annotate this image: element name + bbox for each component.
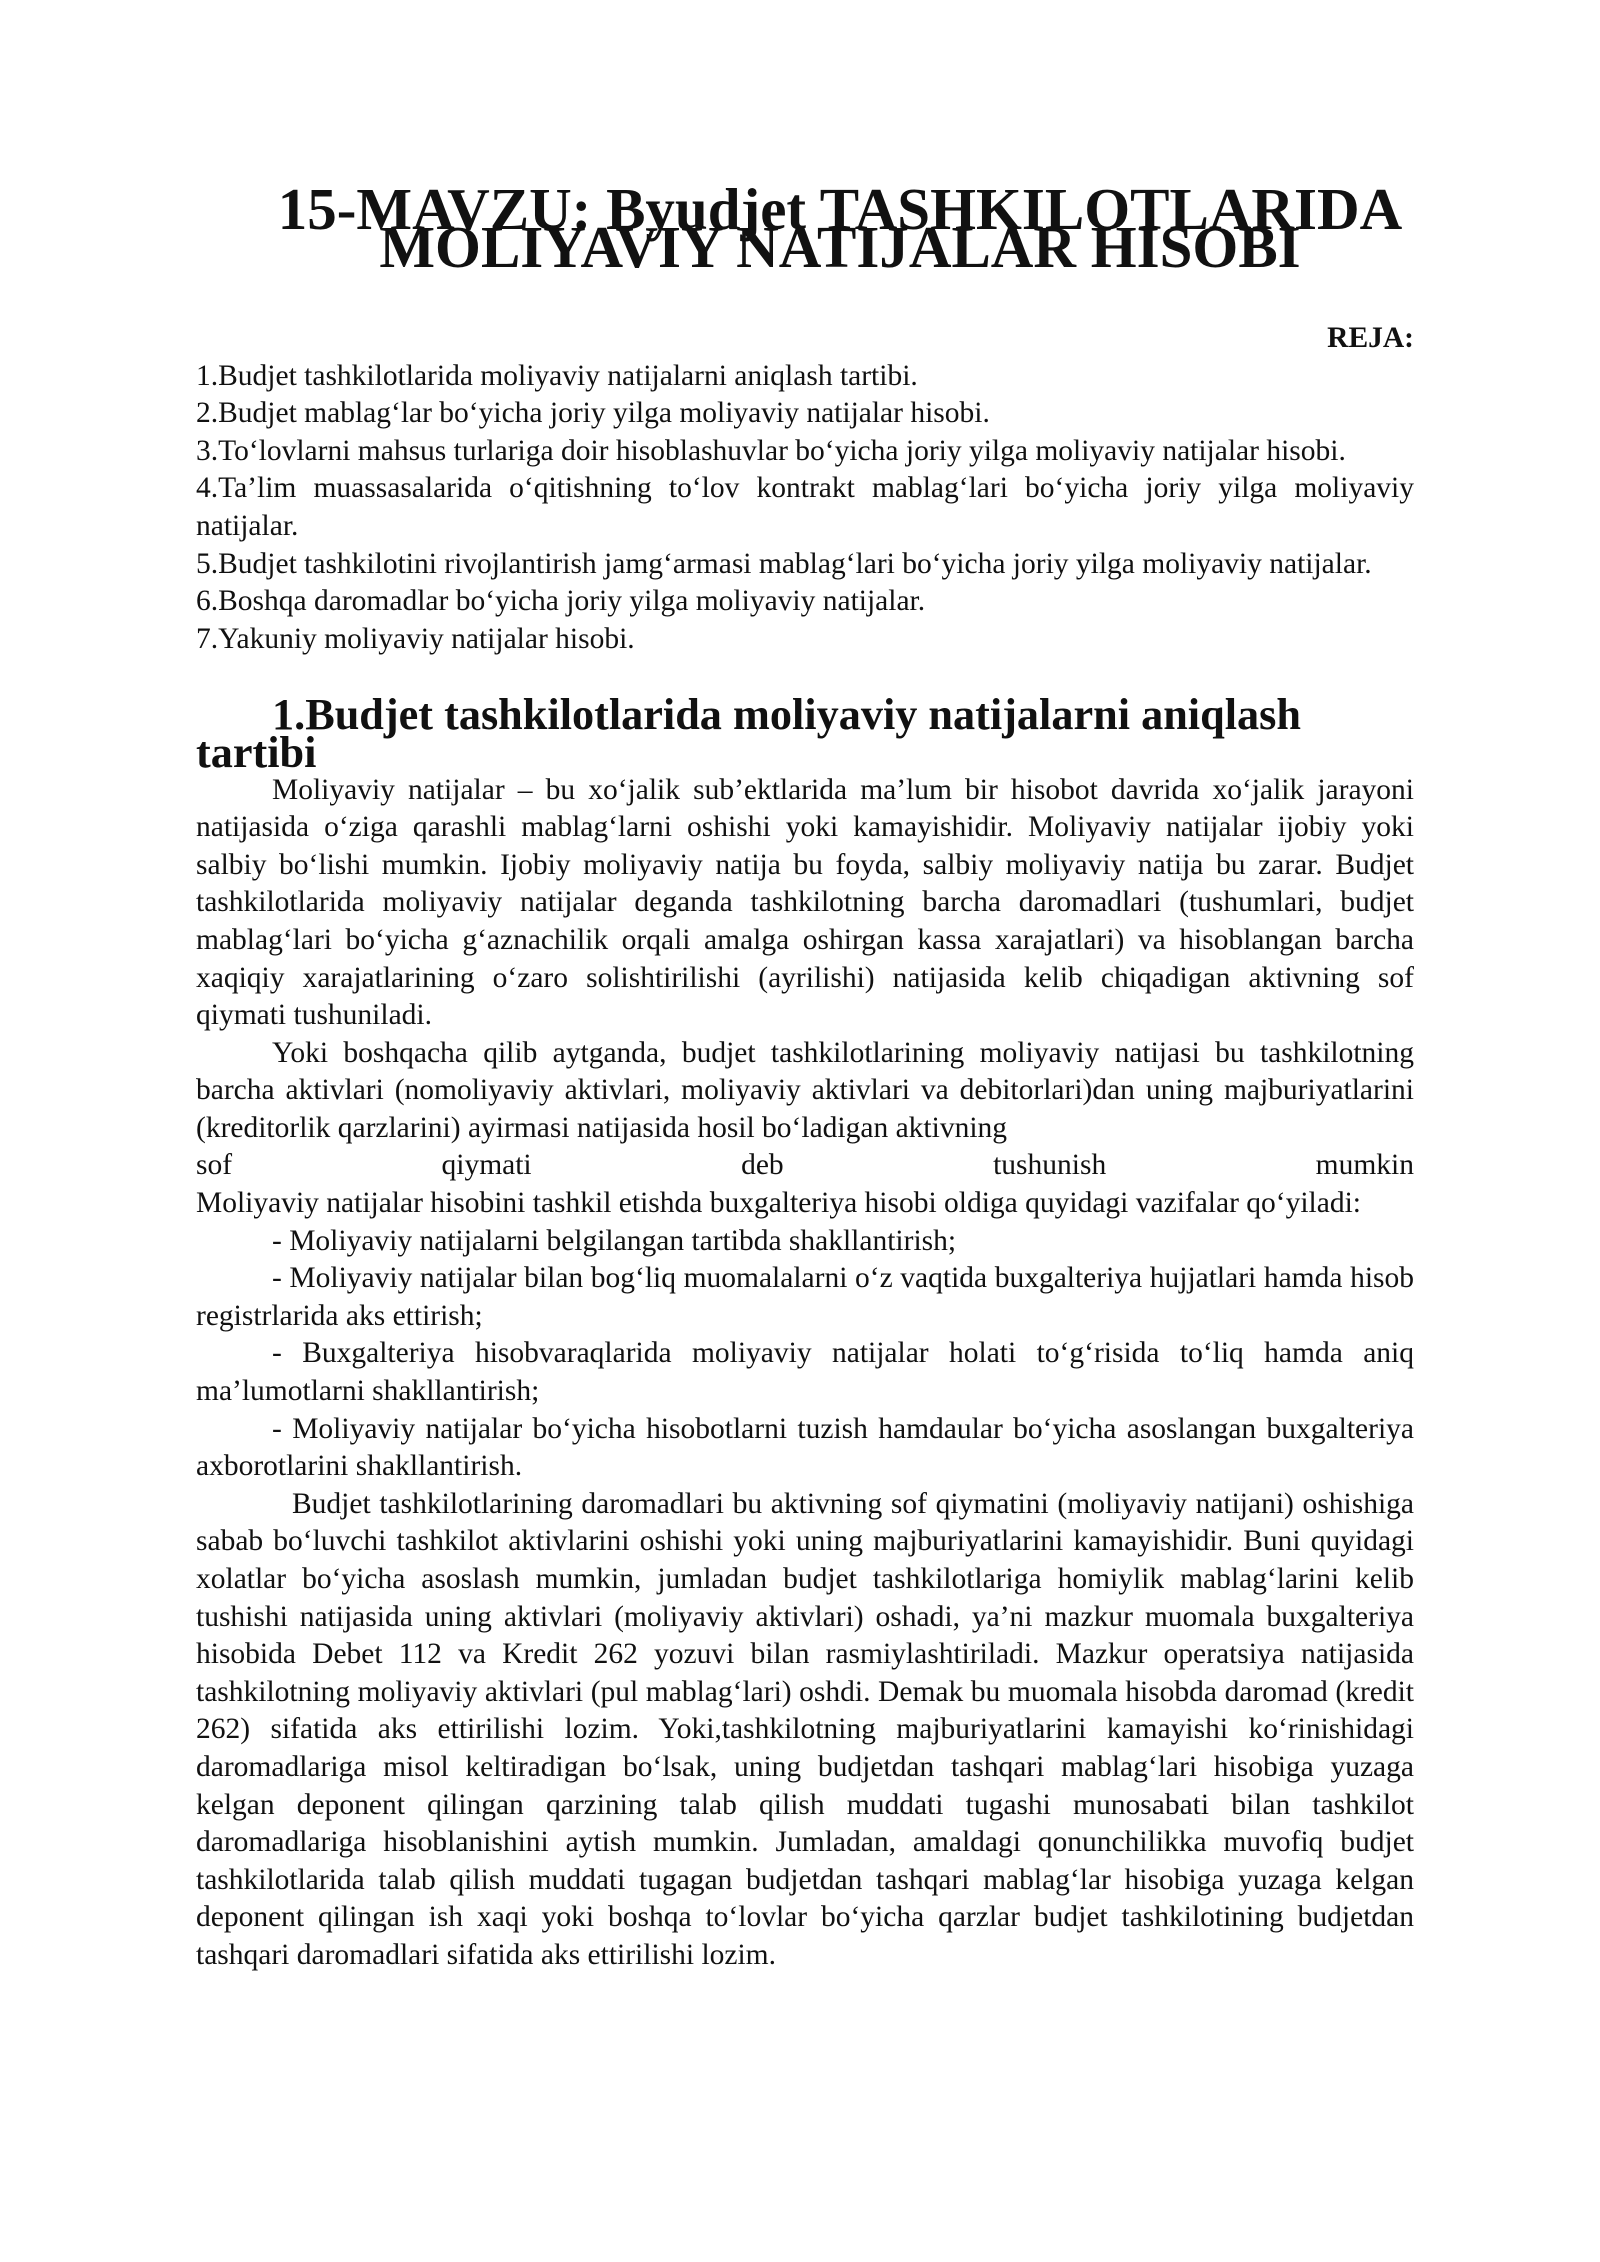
tail-word: qiymati	[441, 1149, 532, 1182]
plan-item: 2.Budjet mablag‘lar bo‘yicha joriy yilga moliyaviy natijalar hisobi.	[196, 397, 990, 430]
plan-heading: REJA:	[1327, 322, 1414, 354]
duty-item: - Moliyaviy natijalar bo‘yicha hisobotlarni tuzish hamdaular bo‘yicha asoslangan buxgalteriya axborotlarini shakllantirish.	[196, 1412, 1414, 1483]
paragraph-alternative: Yoki boshqacha qilib aytganda, budjet tashkilotlarining moliyaviy natijasi bu tashkilotning barcha aktivlari (nomoliyaviy aktivlari, moliyaviy aktivlari va debitorlari)dan uning majburiyatlarini (kreditorlik qarzlarini) ayirmasi natijasida hosil bo‘ladigan aktivning	[196, 1036, 1414, 1144]
plan-item: 6.Boshqa daromadlar bo‘yicha joriy yilga moliyaviy natijalar.	[196, 585, 926, 618]
paragraph-tasks-intro: Moliyaviy natijalar hisobini tashkil etishda buxgalteriya hisobi oldiga quyidagi vazifalar qo‘yiladi:	[196, 1187, 1361, 1220]
duty-item: - Buxgalteriya hisobvaraqlarida moliyaviy natijalar holati to‘g‘risida to‘liq hamda aniq ma’lumotlarni shakllantirish;	[196, 1337, 1414, 1408]
plan-list	[196, 358, 1414, 659]
paragraph-alternative-tail	[196, 1147, 1414, 1185]
document-title-text: 15-MAVZU: Byudjet TASHKILOTLARIDA MOLIYAVIY NATIJALAR HISOBI	[277, 176, 1403, 280]
tail-word: mumkin	[1315, 1149, 1414, 1182]
document-title	[196, 176, 1414, 280]
plan-item: 1.Budjet tashkilotlarida moliyaviy natijalarni aniqlash tartibi.	[196, 359, 918, 392]
plan-item: 7.Yakuniy moliyaviy natijalar hisobi.	[196, 622, 635, 655]
section-heading	[196, 690, 1414, 777]
tail-word: sof	[196, 1149, 233, 1182]
document-page	[196, 176, 1414, 1975]
section-heading-text: 1.Budjet tashkilotlarida moliyaviy natijalarni aniqlash tartibi	[196, 690, 1301, 777]
duty-item: - Moliyaviy natijalarni belgilangan tartibda shakllantirish;	[272, 1224, 957, 1257]
plan-item: 5.Budjet tashkilotini rivojlantirish jamg‘armasi mablag‘lari bo‘yicha joriy yilga moliyaviy natijalar.	[196, 547, 1372, 580]
paragraph-income: Budjet tashkilotlarining daromadlari bu aktivning sof qiymatini (moliyaviy natijani) oshishiga sabab bo‘luvchi tashkilot aktivlarini oshishi yoki uning majburiyatlarini kamayishidir. Buni quyidagi xolatlar bo‘yicha asoslash mumkin, jumladan budjet tashkilotlariga homiylik mablag‘larini kelib tushishi natijasida uning aktivlari (moliyaviy aktivlari) oshadi, ya’ni mazkur muomala buxgalteriya hisobida Debet 112 va Kredit 262 yozuvi bilan rasmiylashtiriladi. Mazkur operatsiya natijasida tashkilotning moliyaviy aktivlari (pul mablag‘lari) oshdi. Demak bu muomala hisobda daromad (kredit 262) sifatida aks ettirilishi lozim. Yoki,tashkilotning majburiyatlarini kamayishi ko‘rinishidagi daromadlariga misol keltiradigan bo‘lsak, uning budjetdan tashqari mablag‘lari hisobiga yuzaga kelgan deponent qilingan qarzining talab qilish muddati tugashi munosabati bilan tashkilot daromadlariga hisoblanishini aytish mumkin. Jumladan, amaldagi qonunchilikka muvofiq budjet tashkilotlarida talab qilish muddati tugagan budjetdan tashqari mablag‘lar hisobiga yuzaga kelgan deponent qilingan ish xaqi yoki boshqa to‘lovlar bo‘yicha qarzlar budjet tashkilotining budjetdan tashqari daromadlari sifatida aks ettirilishi lozim.	[196, 1487, 1414, 1971]
plan-item: 4.Ta’lim muassasalarida o‘qitishning to‘lov kontrakt mablag‘lari bo‘yicha joriy yilga moliyaviy natijalar.	[196, 472, 1414, 542]
duties-list	[196, 1223, 1414, 1486]
paragraph-definition: Moliyaviy natijalar – bu xo‘jalik sub’ektlarida ma’lum bir hisobot davrida xo‘jalik jarayoni natijasida o‘ziga qarashli mablag‘larni oshishi yoki kamayishidir. Moliyaviy natijalar ijobiy yoki salbiy bo‘lishi mumkin. Ijobiy moliyaviy natija bu foyda, salbiy moliyaviy natija bu zarar. Budjet tashkilotlarida moliyaviy natijalar deganda tashkilotning barcha daromadlari (tushumlari, budjet mablag‘lari bo‘yicha g‘aznachilik orqali amalga oshirgan kassa xarajatlari) va hisoblangan barcha xaqiqiy xarajatlarining o‘zaro solishtirilishi (ayrilishi) natijasida kelib chiqadigan aktivning sof qiymati tushuniladi.	[196, 773, 1414, 1032]
tail-word: deb	[741, 1149, 784, 1182]
duty-item: - Moliyaviy natijalar bilan bog‘liq muomalalarni o‘z vaqtida buxgalteriya hujjatlari hamda hisob registrlarida aks ettirish;	[196, 1262, 1414, 1332]
tail-word: tushunish	[993, 1149, 1107, 1182]
plan-item: 3.To‘lovlarni mahsus turlariga doir hisoblashuvlar bo‘yicha joriy yilga moliyaviy natijalar hisobi.	[196, 434, 1346, 467]
